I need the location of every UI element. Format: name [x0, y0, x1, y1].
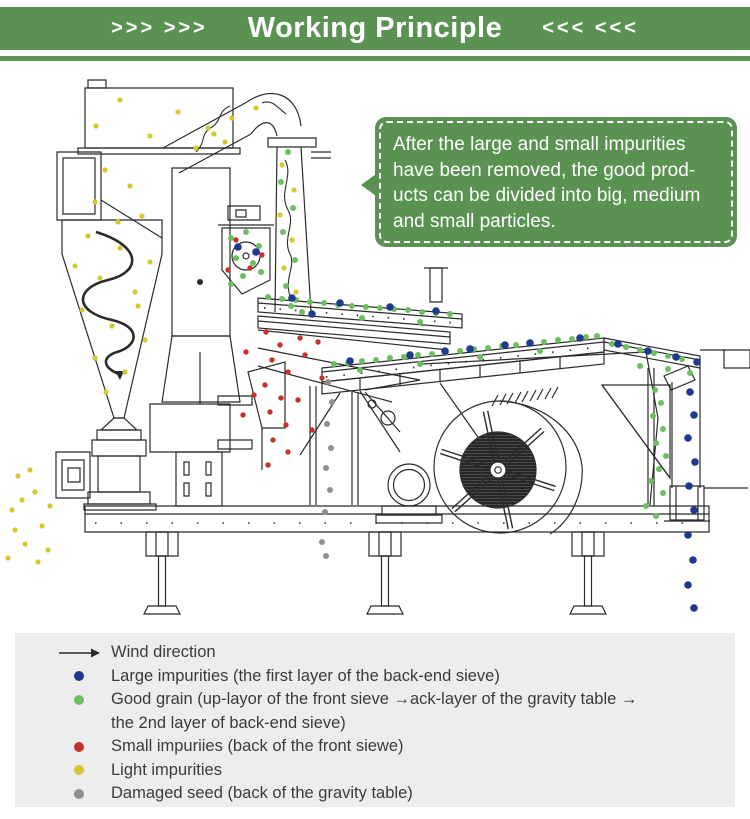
- cyclone-separator: [56, 80, 240, 510]
- legend-row-small-impurities: [15, 735, 735, 759]
- left-chevrons-icon: >>> >>>: [111, 17, 208, 39]
- callout-tail: [361, 174, 376, 196]
- legend-label: Large impurities (the first layer of the back-end sieve): [111, 666, 500, 685]
- air-channel-tower: [150, 94, 331, 506]
- callout-bubble: [375, 117, 737, 247]
- legend-label-line2: the 2nd layer of back-end sieve): [111, 713, 346, 732]
- callout-text: After the large and small impurities have been removed, the good prod- ucts can be divided into big, medium and small particles.: [379, 121, 733, 243]
- legend-panel: [15, 633, 735, 807]
- legend-row-damaged-seed: [15, 782, 735, 806]
- gravity-table: [300, 338, 604, 455]
- wind-arrow-icon: [53, 641, 105, 665]
- legend-row-large-impurities: [15, 665, 735, 689]
- blue-dot-icon: [74, 671, 84, 681]
- red-dot-icon: [74, 742, 84, 752]
- yellow-dot-icon: [74, 765, 84, 775]
- discharge-chute: [602, 338, 750, 521]
- base-frame: [85, 506, 709, 614]
- page-title: Working Principle: [247, 12, 503, 44]
- legend-label: Light impurities: [111, 760, 222, 779]
- legend-label: Small impuriies (back of the front siewe): [111, 737, 404, 755]
- ladder-hatch: [492, 387, 558, 406]
- legend-row-light-impurities: [15, 759, 735, 783]
- legend-row-good-grain: [15, 688, 735, 735]
- gray-dot-icon: [74, 789, 84, 799]
- legend-label: Damaged seed (back of the gravity table): [111, 784, 413, 802]
- legend-label: Good grain (up-layor of the front sieve →ack-layer of the gravity table →: [111, 690, 638, 708]
- fan-blower: [365, 352, 658, 534]
- green-dot-icon: [74, 695, 84, 705]
- legend-label: Wind direction: [111, 643, 216, 661]
- feed-hopper: [218, 206, 274, 294]
- legend-row-wind-direction: [15, 641, 735, 665]
- right-chevrons-icon: <<< <<<: [542, 17, 639, 39]
